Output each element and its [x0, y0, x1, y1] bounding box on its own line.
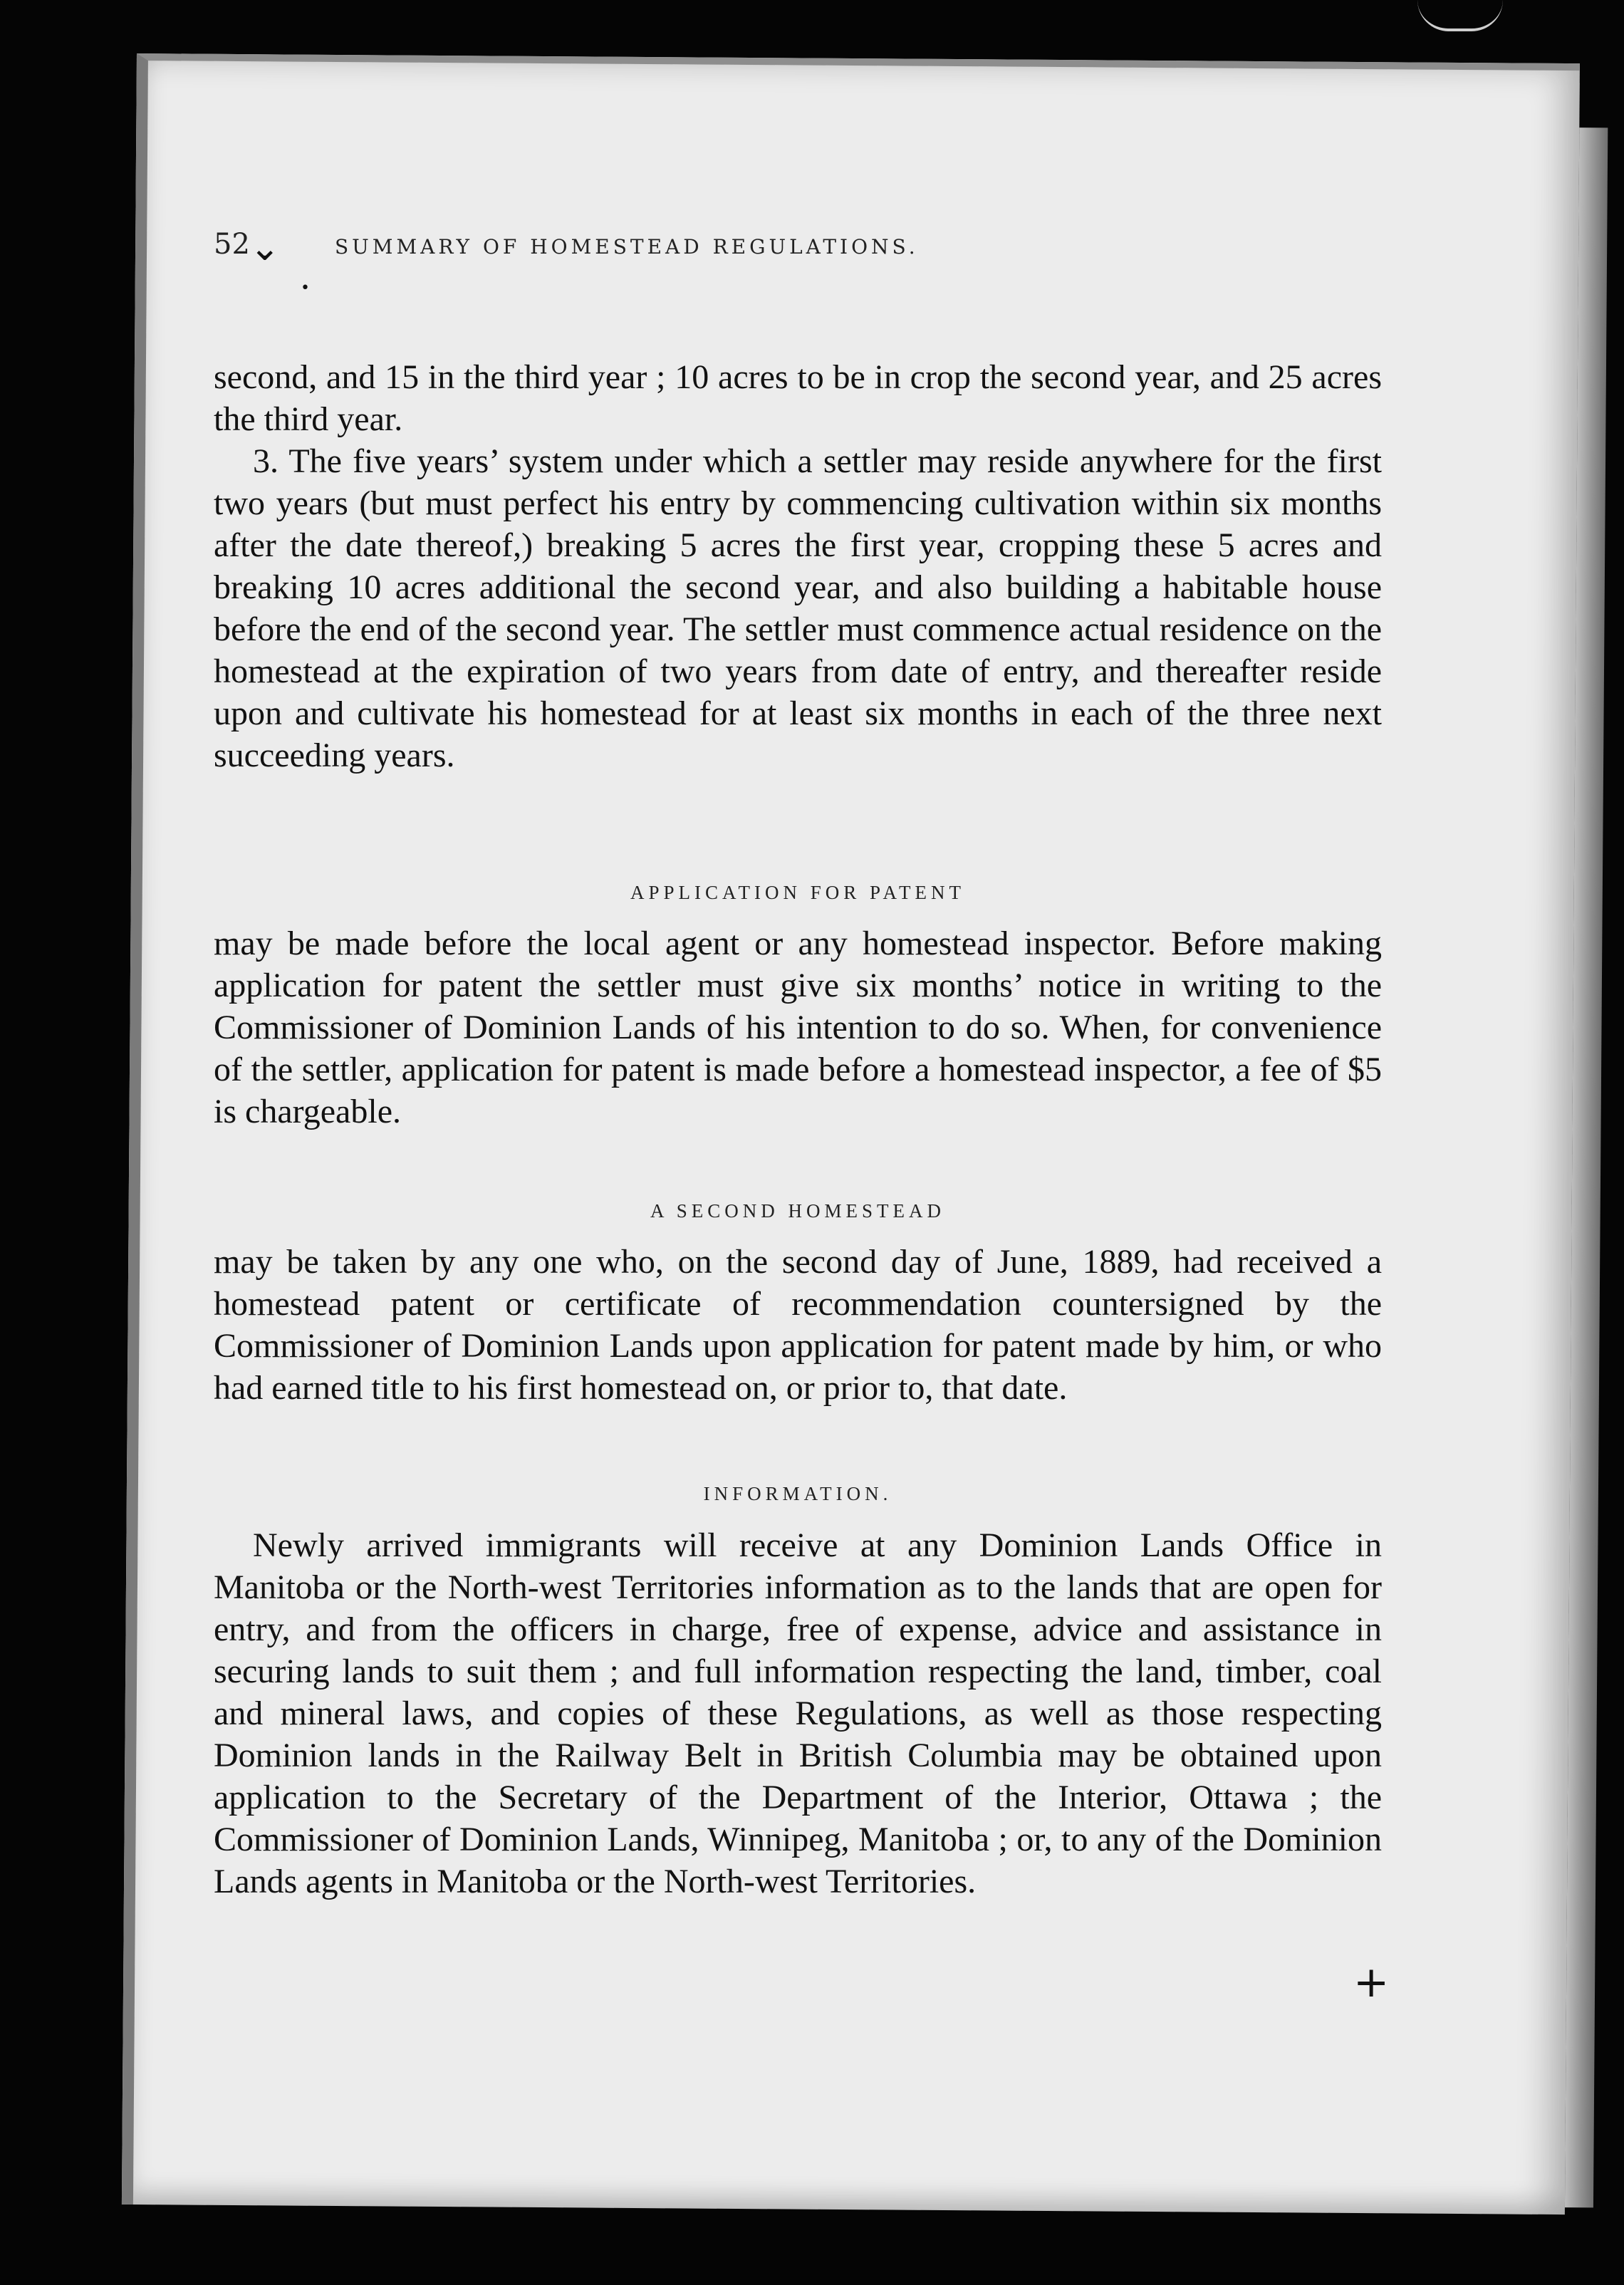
- heading-information: INFORMATION.: [703, 1483, 892, 1504]
- second-homestead-paragraph: may be taken by any one who, on the second day of June, 1889, had received a homestead patent or certificate of recommendation countersigned by the Commissioner of Dominion Lands upon application for patent made by him, or who had earned title to his first homestead on, or prior to, that date.: [214, 1243, 1382, 1407]
- heading-application-for-patent: APPLICATION FOR PATENT: [630, 882, 966, 903]
- information-body: [214, 1524, 1382, 1903]
- paragraph-continuation: [214, 356, 1382, 776]
- paragraph-1: second, and 15 in the third year ; 10 acres to be in crop the second year, and 25 acres the third year.: [214, 358, 1382, 438]
- page-edge-shadow: [1565, 127, 1608, 2207]
- information-paragraph: Newly arrived immigrants will receive at any Dominion Lands Office in Manitoba or the North-west Territories information as to the lands that are open for entry, and from the officers in charge, free of expense, advice and assistance in securing lands to suit them ; and full information respecting the land, timber, coal and mineral laws, and copies of these Regulations, as well as those respecting Dominion lands in the Railway Belt in British Columbia may be obtained upon application to the Secretary of the Department of the Interior, Ottawa ; the Commissioner of Dominion Lands, Winnipeg, Manitoba ; or, to any of the Dominion Lands agents in Manitoba or the North-west Territories.: [214, 1526, 1382, 1900]
- page-header: [214, 228, 1382, 271]
- page-curl-mark: [1417, 0, 1503, 31]
- cross-mark-icon: +: [1353, 1957, 1390, 2007]
- dot-mark-icon: •: [301, 279, 310, 297]
- application-for-patent-body: [214, 922, 1382, 1133]
- check-mark-icon: ⌄: [249, 227, 281, 269]
- application-paragraph: may be made before the local agent or any homestead inspector. Before making application for patent the settler must give six months’ notice in writing to the Commissioner of Dominion Lands of his intention to do so. When, for convenience of the settler, application for patent is made before a homestead inspector, a fee of $5 is chargeable.: [214, 925, 1382, 1130]
- paragraph-2: 3. The five years’ system under which a settler may reside anywhere for the first two years (but must perfect his entry by commencing cultivation within six months after the date thereof,) breaking 5 acres the first year, cropping these 5 acres and breaking 10 acres additional the second year, and also building a habitable house before the end of the second year. The settler must commence actual residence on the homestead at the expiration of two years from date of entry, and thereafter reside upon and cultivate his homestead for at least six months in each of the three next succeeding years.: [214, 442, 1382, 774]
- second-homestead-body: [214, 1241, 1382, 1409]
- running-head: SUMMARY OF HOMESTEAD REGULATIONS.: [335, 235, 919, 259]
- page-number: 52: [214, 228, 250, 261]
- heading-second-homestead: A SECOND HOMESTEAD: [650, 1200, 946, 1222]
